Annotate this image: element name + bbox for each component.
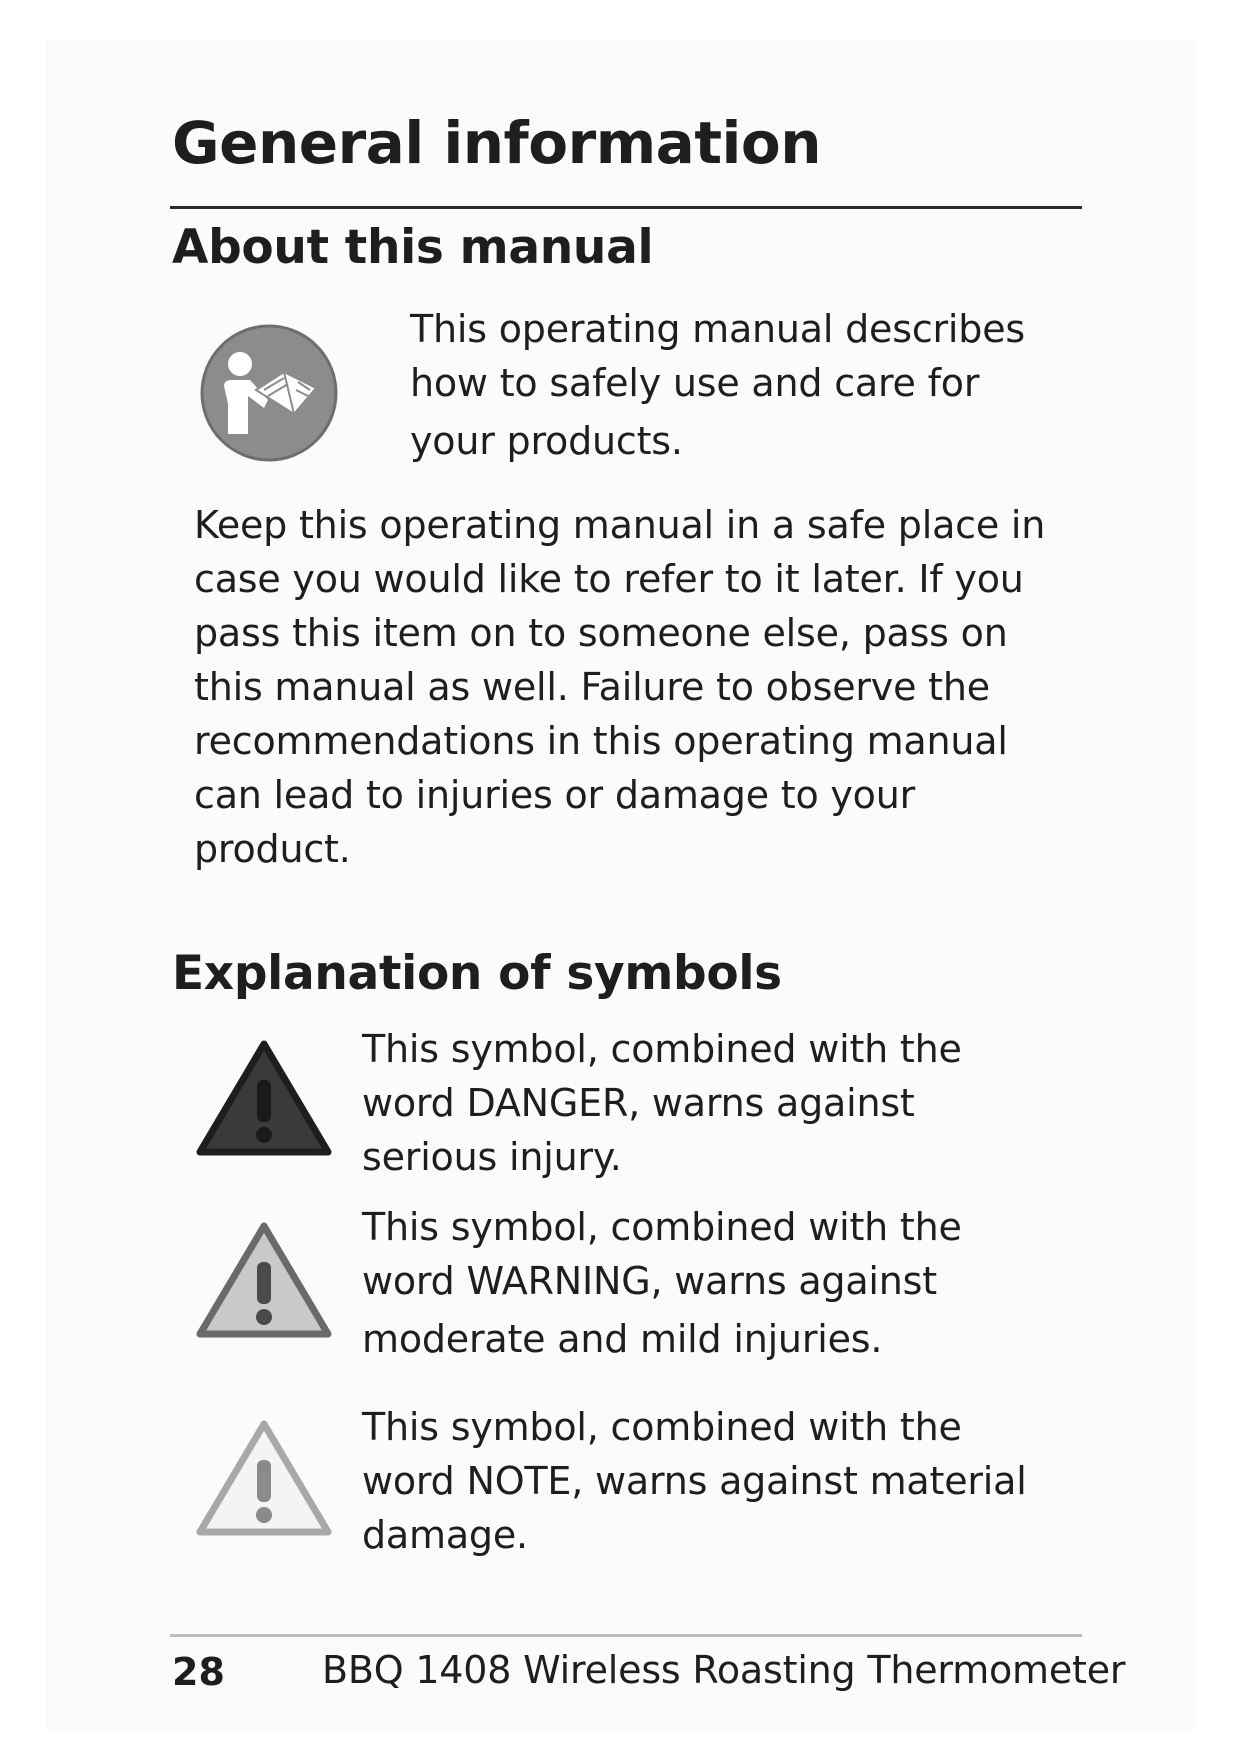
- title-divider: [170, 206, 1082, 209]
- note-triangle-icon: [194, 1416, 334, 1542]
- danger-triangle-icon: [194, 1036, 334, 1162]
- symbols-heading: Explanation of symbols: [172, 946, 782, 1001]
- page-number: 28: [172, 1650, 225, 1694]
- read-manual-icon: [198, 322, 340, 464]
- intro-line: how to safely use and care for: [410, 361, 980, 405]
- footer-product-title: BBQ 1408 Wireless Roasting Thermometer: [322, 1648, 1126, 1692]
- symbol-line: word WARNING, warns against: [362, 1259, 937, 1303]
- paragraph-line: can lead to injuries or damage to your: [194, 773, 916, 817]
- symbol-line: This symbol, combined with the: [362, 1405, 962, 1449]
- symbol-line: moderate and mild injuries.: [362, 1317, 883, 1361]
- paragraph-line: product.: [194, 827, 351, 871]
- symbol-line: This symbol, combined with the: [362, 1027, 962, 1071]
- symbol-line: serious injury.: [362, 1135, 622, 1179]
- warning-description: [362, 1200, 962, 1366]
- paragraph-line: recommendations in this operating manual: [194, 719, 1008, 763]
- footer-divider: [170, 1634, 1082, 1637]
- paragraph-line: pass this item on to someone else, pass on: [194, 611, 1008, 655]
- symbol-line: word NOTE, warns against material: [362, 1459, 1027, 1503]
- paragraph-line: this manual as well. Failure to observe the: [194, 665, 990, 709]
- manual-paragraph: [194, 498, 1045, 876]
- about-manual-heading: About this manual: [172, 220, 654, 275]
- paragraph-line: case you would like to refer to it later. If you: [194, 557, 1024, 601]
- note-description: [362, 1400, 1027, 1562]
- symbol-line: word DANGER, warns against: [362, 1081, 915, 1125]
- symbol-line: This symbol, combined with the: [362, 1205, 962, 1249]
- intro-line: This operating manual describes: [410, 307, 1025, 351]
- paragraph-line: Keep this operating manual in a safe place in: [194, 503, 1046, 547]
- manual-intro-text: [410, 302, 1025, 468]
- intro-line: your products.: [410, 419, 683, 463]
- danger-description: [362, 1022, 962, 1184]
- page-title: General information: [172, 109, 822, 177]
- warning-triangle-icon: [194, 1218, 334, 1344]
- symbol-line: damage.: [362, 1513, 528, 1557]
